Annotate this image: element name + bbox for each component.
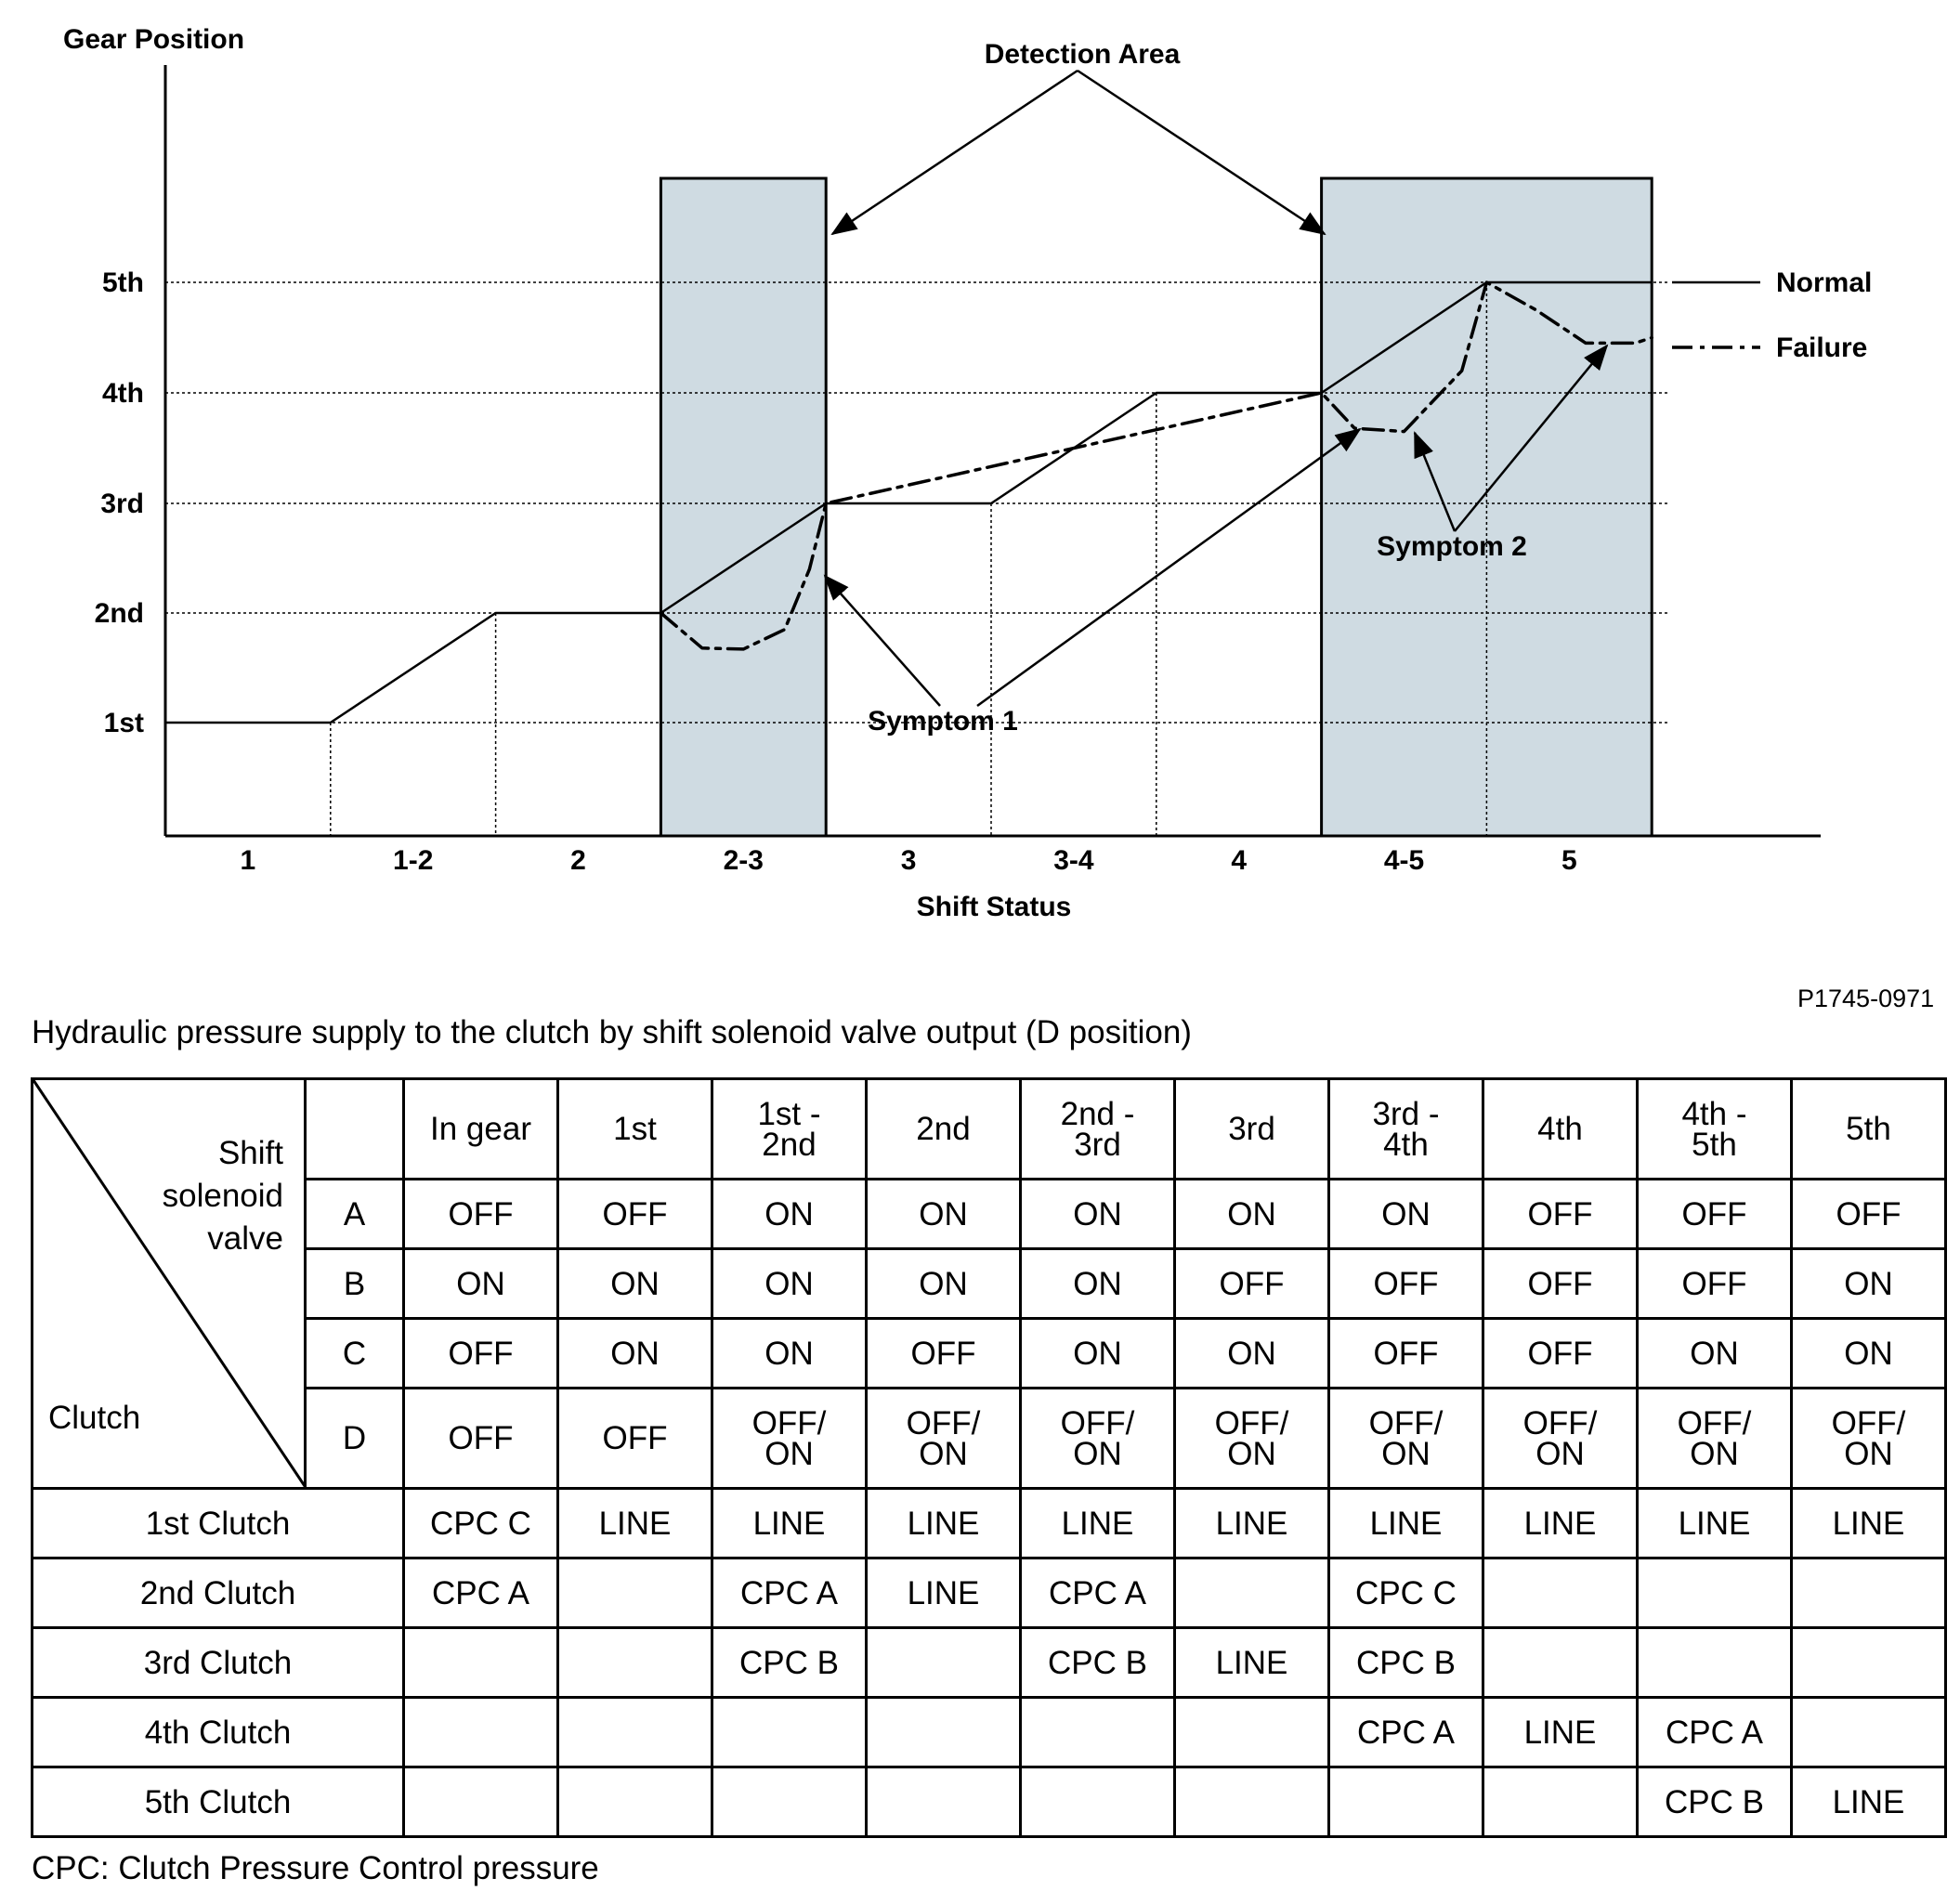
column-header: 4th [1483, 1079, 1638, 1180]
clutch-pressure: LINE [1483, 1489, 1638, 1558]
solenoid-label: B [306, 1249, 404, 1319]
table-caption: Hydraulic pressure supply to the clutch by shift solenoid valve output (D position) [32, 1014, 1192, 1050]
x-tick-label: 4-5 [1383, 845, 1425, 876]
clutch-pressure: LINE [1792, 1767, 1946, 1837]
y-tick-label: 2nd [94, 598, 144, 629]
detection-arrow-right [1078, 71, 1325, 234]
legend-failure-label: Failure [1776, 333, 1868, 363]
column-header: 2nd [867, 1079, 1021, 1180]
solenoid-state: OFF [867, 1319, 1021, 1389]
solenoid-state: OFF/ ON [1175, 1389, 1329, 1489]
clutch-pressure [712, 1767, 867, 1837]
clutch-pressure [1792, 1698, 1946, 1767]
clutch-pressure: CPC C [1329, 1558, 1483, 1628]
symptom-1-label: Symptom 1 [868, 706, 1018, 737]
clutch-pressure [404, 1698, 558, 1767]
clutch-pressure: LINE [1638, 1489, 1792, 1558]
column-header: 1st - 2nd [712, 1079, 867, 1180]
solenoid-state: OFF [1483, 1319, 1638, 1389]
x-tick-label: 1 [240, 845, 256, 876]
clutch-pressure: CPC A [1638, 1698, 1792, 1767]
column-header: 3rd - 4th [1329, 1079, 1483, 1180]
solenoid-state: OFF [1483, 1180, 1638, 1249]
solenoid-state: ON [1175, 1180, 1329, 1249]
solenoid-state: OFF [404, 1389, 558, 1489]
clutch-pressure: LINE [712, 1489, 867, 1558]
solenoid-label: D [306, 1389, 404, 1489]
clutch-pressure [1483, 1767, 1638, 1837]
clutch-pressure [404, 1767, 558, 1837]
solenoid-state: OFF [1638, 1249, 1792, 1319]
symptom-1-arrow-a [825, 576, 940, 706]
clutch-pressure [1329, 1767, 1483, 1837]
clutch-pressure: CPC B [1638, 1767, 1792, 1837]
clutch-pressure [1792, 1628, 1946, 1698]
x-tick-label: 2-3 [723, 845, 764, 876]
clutch-pressure: LINE [867, 1489, 1021, 1558]
clutch-pressure [1483, 1628, 1638, 1698]
clutch-pressure [1175, 1767, 1329, 1837]
solenoid-state: ON [712, 1319, 867, 1389]
detection-area-1 [660, 178, 826, 836]
column-header: 4th - 5th [1638, 1079, 1792, 1180]
solenoid-state: ON [1329, 1180, 1483, 1249]
clutch-pressure [1638, 1558, 1792, 1628]
legend-normal-label: Normal [1776, 267, 1873, 298]
clutch-row-label: 4th Clutch [33, 1698, 404, 1767]
solenoid-state: OFF [558, 1389, 712, 1489]
solenoid-state: OFF [404, 1319, 558, 1389]
x-axis-title: Shift Status [916, 892, 1072, 922]
clutch-pressure [404, 1628, 558, 1698]
clutch-pressure: LINE [1175, 1489, 1329, 1558]
y-tick-label: 4th [102, 378, 144, 409]
solenoid-state: ON [558, 1319, 712, 1389]
clutch-pressure [1483, 1558, 1638, 1628]
clutch-pressure [1175, 1558, 1329, 1628]
header-blank-cell [306, 1079, 404, 1180]
solenoid-state: ON [1638, 1319, 1792, 1389]
clutch-pressure: CPC A [404, 1558, 558, 1628]
solenoid-state: OFF/ ON [1483, 1389, 1638, 1489]
clutch-row-label: 5th Clutch [33, 1767, 404, 1837]
x-tick-label: 1-2 [393, 845, 434, 876]
solenoid-state: ON [712, 1180, 867, 1249]
solenoid-label: A [306, 1180, 404, 1249]
solenoid-state: OFF [1329, 1319, 1483, 1389]
shift-solenoid-label: Shift solenoid valve [162, 1135, 283, 1257]
clutch-pressure: LINE [1175, 1628, 1329, 1698]
solenoid-clutch-table [31, 1077, 1947, 1838]
clutch-pressure: CPC B [1021, 1628, 1175, 1698]
footnote: CPC: Clutch Pressure Control pressure [32, 1850, 599, 1886]
clutch-pressure: CPC A [712, 1558, 867, 1628]
solenoid-state: OFF [1638, 1180, 1792, 1249]
clutch-pressure [1021, 1767, 1175, 1837]
clutch-pressure [867, 1767, 1021, 1837]
solenoid-state: ON [1021, 1319, 1175, 1389]
solenoid-state: ON [1792, 1319, 1946, 1389]
clutch-pressure: CPC B [1329, 1628, 1483, 1698]
x-tick-label: 4 [1231, 845, 1248, 876]
detection-area-label: Detection Area [984, 39, 1181, 70]
clutch-row-label: 3rd Clutch [33, 1628, 404, 1698]
solenoid-state: OFF [1792, 1180, 1946, 1249]
clutch-pressure: LINE [1021, 1489, 1175, 1558]
solenoid-state: OFF/ ON [867, 1389, 1021, 1489]
clutch-pressure [1792, 1558, 1946, 1628]
solenoid-state: ON [1021, 1180, 1175, 1249]
clutch-row-label: 2nd Clutch [33, 1558, 404, 1628]
column-header: 5th [1792, 1079, 1946, 1180]
y-tick-label: 5th [102, 267, 144, 298]
clutch-pressure: CPC C [404, 1489, 558, 1558]
symptom-1-arrow-b [977, 429, 1360, 706]
solenoid-state: ON [1175, 1319, 1329, 1389]
solenoid-state: OFF/ ON [1792, 1389, 1946, 1489]
column-header: In gear [404, 1079, 558, 1180]
solenoid-state: OFF [1483, 1249, 1638, 1319]
x-tick-label: 2 [570, 845, 586, 876]
solenoid-state: ON [1021, 1249, 1175, 1319]
clutch-pressure [1021, 1698, 1175, 1767]
detection-arrow-left [832, 71, 1078, 234]
clutch-pressure: LINE [1792, 1489, 1946, 1558]
clutch-pressure: LINE [1329, 1489, 1483, 1558]
clutch-row-label: 1st Clutch [33, 1489, 404, 1558]
column-header: 1st [558, 1079, 712, 1180]
column-header: 3rd [1175, 1079, 1329, 1180]
solenoid-state: OFF/ ON [1329, 1389, 1483, 1489]
x-tick-label: 3-4 [1053, 845, 1094, 876]
clutch-pressure [558, 1558, 712, 1628]
clutch-pressure: CPC A [1329, 1698, 1483, 1767]
clutch-pressure [867, 1628, 1021, 1698]
solenoid-state: ON [867, 1180, 1021, 1249]
symptom-2-label: Symptom 2 [1377, 531, 1527, 562]
table-corner-cell [33, 1079, 306, 1489]
clutch-pressure [1638, 1628, 1792, 1698]
solenoid-state: OFF [404, 1180, 558, 1249]
solenoid-state: ON [1792, 1249, 1946, 1319]
solenoid-state: OFF/ ON [712, 1389, 867, 1489]
solenoid-state: OFF [558, 1180, 712, 1249]
solenoid-state: OFF/ ON [1021, 1389, 1175, 1489]
solenoid-state: ON [558, 1249, 712, 1319]
x-tick-label: 5 [1561, 845, 1577, 876]
x-tick-label: 3 [900, 845, 917, 876]
clutch-pressure [558, 1698, 712, 1767]
clutch-pressure: LINE [558, 1489, 712, 1558]
clutch-pressure [867, 1698, 1021, 1767]
y-tick-label: 3rd [100, 489, 144, 519]
column-header: 2nd - 3rd [1021, 1079, 1175, 1180]
solenoid-state: ON [712, 1249, 867, 1319]
clutch-label: Clutch [48, 1400, 141, 1436]
clutch-pressure [712, 1698, 867, 1767]
solenoid-state: OFF [1175, 1249, 1329, 1319]
clutch-pressure: CPC A [1021, 1558, 1175, 1628]
reference-code: P1745-0971 [1797, 985, 1935, 1012]
solenoid-state: ON [867, 1249, 1021, 1319]
solenoid-label: C [306, 1319, 404, 1389]
clutch-pressure: LINE [867, 1558, 1021, 1628]
clutch-pressure [1175, 1698, 1329, 1767]
y-tick-label: 1st [103, 708, 144, 738]
y-axis-title: Gear Position [63, 24, 245, 55]
solenoid-state: OFF/ ON [1638, 1389, 1792, 1489]
clutch-pressure [558, 1767, 712, 1837]
solenoid-state: ON [404, 1249, 558, 1319]
clutch-pressure: CPC B [712, 1628, 867, 1698]
solenoid-state: OFF [1329, 1249, 1483, 1319]
clutch-pressure [558, 1628, 712, 1698]
clutch-pressure: LINE [1483, 1698, 1638, 1767]
